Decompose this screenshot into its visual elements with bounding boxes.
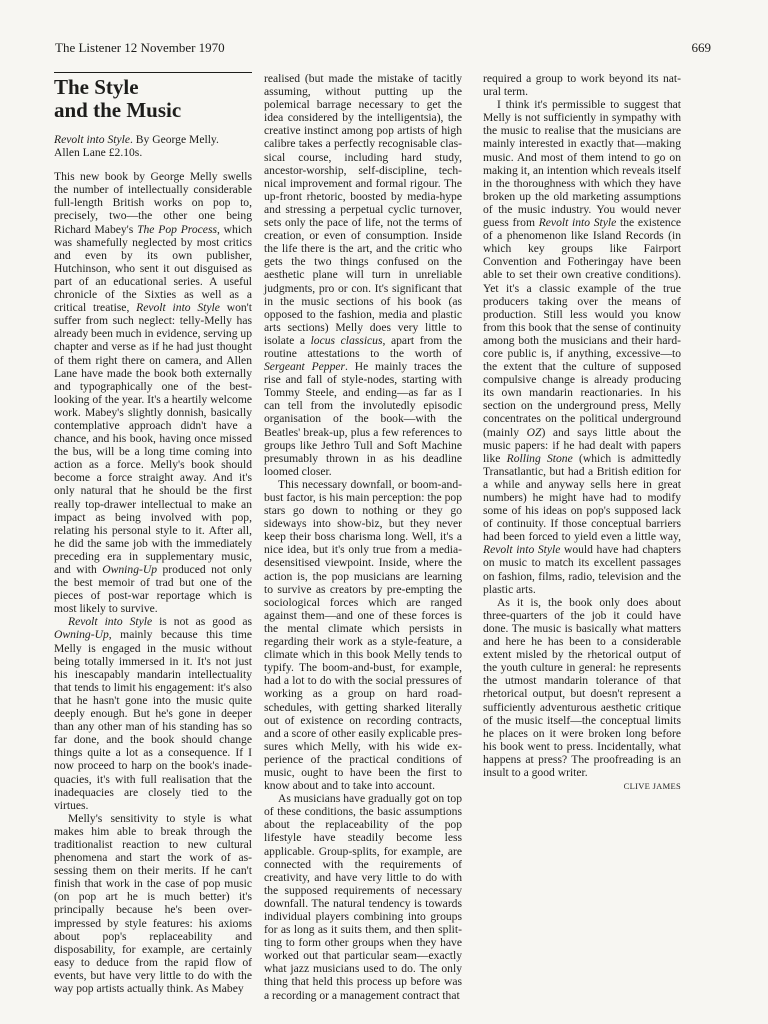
article-column-3 xyxy=(483,72,681,793)
paragraph-1: This new book by George Melly swells the number of intellectually considerable full-length British works on pop to, precisely, two—the other one being Richard Mabey's The Pop Process, which was shamefully neglected by most critics and even by its own publisher, Hutchinson, who sent it out disguised as part of an educational series. A useful chronicle of the Sixties as well as a critical treatise, Revolt into Style won't suffer from such neglect: telly-Melly has already been much in evidence, serving up chapter and verse as if he had just thought of them right there on camera, and Allen Lane have made the book both externally and typographically one of the best-looking of the year. It's a heartily welcome work. Mabey's slightly donnish, basically contemplative approach didn't have a chance, and his book, having once missed the bus, will be a long time coming into action as a force. Melly's book should become a force straight away. And it's only natural that he should be the first really top-drawer intellectual to make an impact as being involved with pop, relating his personal style to it. After all, he did the same job with the immediately preceding era in supplementary music, and with Owning-Up produced not only the best memoir of trad but one of the pieces of post-war reportage which is most likely to survive. xyxy=(54,170,252,616)
paragraph-6: I think it's permissible to suggest that Melly is not sufficiently in sympathy with the music to realise that the musicians are mainly interested in exactly that—making music. And most of them intend to go on making it, an intention which reveals itself in the thoroughness with which they have broken up the old marketing assumptions of the music industry. You would never guess from Revolt into Style the existence of a phenomenon like Island Records (in which key groups like Fairport Convention and Fotheringay have been able to set their own creative conditions). Yet it's a classic example of the true producers taking over the means of production. Still less would you know from this book that the sense of continuity among both the musicians and their hard-core public is, if anything, excessive—to the extent that the culture of supposed compulsive change is already producing its own mandarin reactionaries. In his section on the underground press, Melly concentrates on the political underground (mainly OZ) and says little about the music papers: if he had dealt with papers like Rolling Stone (which is admittedly Transatlantic, but had a British edition for a while and anyway sells here in great numbers) he might have had to modify some of his ideas on pop's supposed lack of continuity. If those conceptual barriers had been forced to yield even a little way, Revolt into Style would have had chapters on music to match its excellent passages on fashion, films, radio, television and the plastic arts. xyxy=(483,98,682,596)
paragraph-2: Revolt into Style is not as good as Owning-Up, mainly because this time Melly is engaged in the music without being totally immersed in it. It's not just his inescapably mandarin intellectuality that tends to limit his engagement: it's also that he hasn't gone into the music quite deeply enough. But he's gone in deeper than any other man of his standing has so far done, and the book should change things quite a lot as a consequence. If I now proceed to harp on the book's inadequacies, it's with full realisation that the inadequacies are closely tied to the virtues. xyxy=(54,615,253,812)
publication-date: The Listener 12 November 1970 xyxy=(55,40,225,55)
article-column-1 xyxy=(54,72,252,995)
book-author: . By George Melly. xyxy=(129,133,219,146)
page-number: 669 xyxy=(691,40,711,55)
article-headline xyxy=(54,76,252,122)
headline-rule xyxy=(54,72,252,73)
headline-line-2: and the Music xyxy=(54,98,182,122)
paragraph-7: As it is, the book only does about three-quarters of the job it could have done. The music is basically what matters and here he has been to a considerable extent misled by the rhetorical output of the youth culture in general: he represents the utmost mandarin tolerance of that rhetorical output, but doesn't represent a sufficiently adventurous aesthetic critique of the music itself—the conceptual limits he places on it were broken long before his book went to press. Incidentally, what happens at press? The proofreading is an insult to a good writer. xyxy=(483,595,681,779)
headline-line-1: The Style xyxy=(54,75,139,99)
book-details xyxy=(54,133,252,159)
book-publisher-price: Allen Lane £2.10s. xyxy=(54,146,143,160)
paragraph-3: Melly's sensitivity to style is what makes him able to break through the traditionalist reaction to new cultural phenomena and start the work of assessing them on their merits. If he can't finish that work in the case of pop music (on pop art he is much better) it's principally because he's been over-impressed by style features: his axioms about pop's replaceability and disposability, for example, are certainly easy to deduce from the rapid flow of events, but have very little to do with the way pop artists actually think. As Mabey xyxy=(54,811,252,995)
paragraph-4: This necessary downfall, or boom-and-bust factor, is his main perception: the pop stars go down to nothing or they go sideways into show-biz, but they never keep their boss charisma long. Well, it's a nice idea, but it's only true from a media-desensitised viewpoint. Inside, where the action is, the pop musicians are learning to survive as creators by pre-empting the sociological forces which are ranged against them—and one of these forces is the mental climate which persists in regarding their work as a style-feature, a climate which in this book Melly tends to typify. The boom-and-bust, for example, had a lot to do with the social pressures of working as a group on hard road-schedules, with getting sharked literally out of existence on recording contracts, and a score of other easily explicable pressures which Melly, with his wide experience of the practical conditions of music, ought to have been the first to know about and to take into account. xyxy=(264,477,462,793)
article-column-2 xyxy=(264,72,462,1002)
paragraph-5-cont: required a group to work beyond its natural term. xyxy=(483,72,681,99)
paragraph-3-cont: realised (but made the mistake of tacitly assuming, without putting up the polemical barrage necessary to get the idea considered by the intelligentsia), the creative instinct among pop artists of high calibre takes a perfectly recognisable classical course, including hard study, ancestor-worship, self-discipline, technical improvement and formal rigour. The up-front rhetoric, boosted by media-hype and stressing a perpetual cyclic turnover, sets only the pace of life, not the terms of creation, or even of consumption. Inside the life there is the art, and the critic who gets the two things confused on the aesthetic plane will turn in unreliable judgments, pro or con. It's significant that in the music sections of his book (as opposed to the fashion, media and plastic arts sections) Melly does very little to isolate a locus classicus, apart from the routine attestations to the worth of Sergeant Pepper. He mainly traces the rise and fall of style-nodes, starting with Tommy Steele, and ending—as far as I can tell from the involutedly episodic organisation of the book—with the Beatles' break-up, plus a few references to groups like Jethro Tull and Soft Machine presumably thrown in as his deadline loomed closer. xyxy=(264,72,463,478)
book-title: Revolt into Style xyxy=(54,133,130,146)
paragraph-5: As musicians have gradually got on top of these conditions, the basic assumptions about the replaceability of the pop lifestyle have steadily become less applicable. Group-splits, for example, are connected with the requirements of creativity, and have very little to do with the supposed requirements of necessary downfall. The natural tendency is towards individual players combining into groups for as long as it suits them, and then splitting to form other groups when they have worked out that particular seam—exactly what jazz musicians used to do. The only thing that held this process up before was a recording or a management contract that xyxy=(264,792,462,1002)
author-signature: CLIVE JAMES xyxy=(623,781,681,792)
